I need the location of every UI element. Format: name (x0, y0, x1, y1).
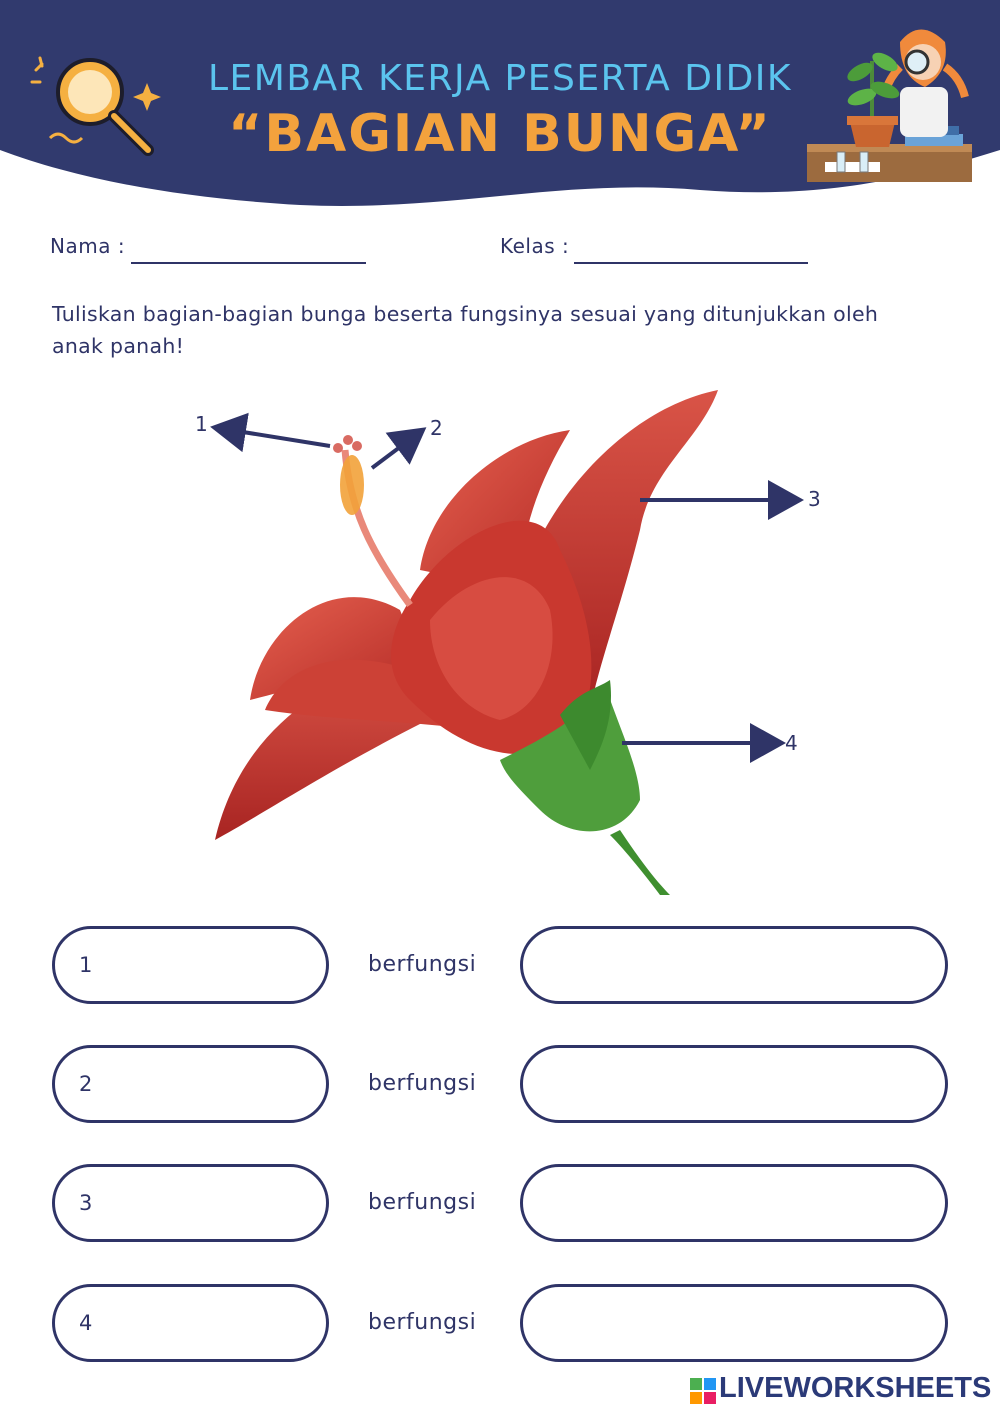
liveworksheets-logo-icon (690, 1378, 716, 1404)
answer-part-input-3[interactable] (52, 1164, 329, 1242)
worksheet-subtitle: “BAGIAN BUNGA” (228, 104, 772, 164)
answer-number: 1 (79, 953, 93, 977)
answer-part-input-1[interactable] (52, 926, 329, 1004)
berfungsi-label: berfungsi (368, 1190, 477, 1215)
magnifier-icon (28, 48, 168, 168)
diagram-label-1: 1 (195, 412, 208, 436)
kelas-label: Kelas : (500, 234, 570, 258)
diagram-label-4: 4 (785, 731, 798, 755)
answer-function-input-3[interactable] (520, 1164, 948, 1242)
arrow-1 (218, 428, 330, 446)
liveworksheets-watermark: LIVEWORKSHEETS (719, 1372, 992, 1404)
answer-function-input-2[interactable] (520, 1045, 948, 1123)
diagram-label-3: 3 (808, 487, 821, 511)
answer-part-input-2[interactable] (52, 1045, 329, 1123)
nama-field[interactable] (131, 262, 366, 264)
answer-function-input-1[interactable] (520, 926, 948, 1004)
flower-stamen (333, 435, 410, 605)
arrow-2 (372, 432, 420, 468)
instruction-text: Tuliskan bagian-bagian bunga beserta fungsinya sesuai yang ditunjukkan oleh anak panah! (52, 302, 879, 358)
scientist-girl-illustration (805, 12, 980, 192)
berfungsi-label: berfungsi (368, 952, 477, 977)
flower-petals (215, 390, 718, 840)
worksheet-title: LEMBAR KERJA PESERTA DIDIK (207, 58, 793, 99)
answer-number: 4 (79, 1311, 93, 1335)
nama-label: Nama : (50, 234, 126, 258)
berfungsi-label: berfungsi (368, 1071, 477, 1096)
answer-number: 3 (79, 1191, 93, 1215)
berfungsi-label: berfungsi (368, 1310, 477, 1335)
flower-diagram (0, 370, 1000, 900)
diagram-label-2: 2 (430, 416, 443, 440)
kelas-field[interactable] (574, 262, 808, 264)
answer-part-input-4[interactable] (52, 1284, 329, 1362)
answer-number: 2 (79, 1072, 93, 1096)
answer-function-input-4[interactable] (520, 1284, 948, 1362)
